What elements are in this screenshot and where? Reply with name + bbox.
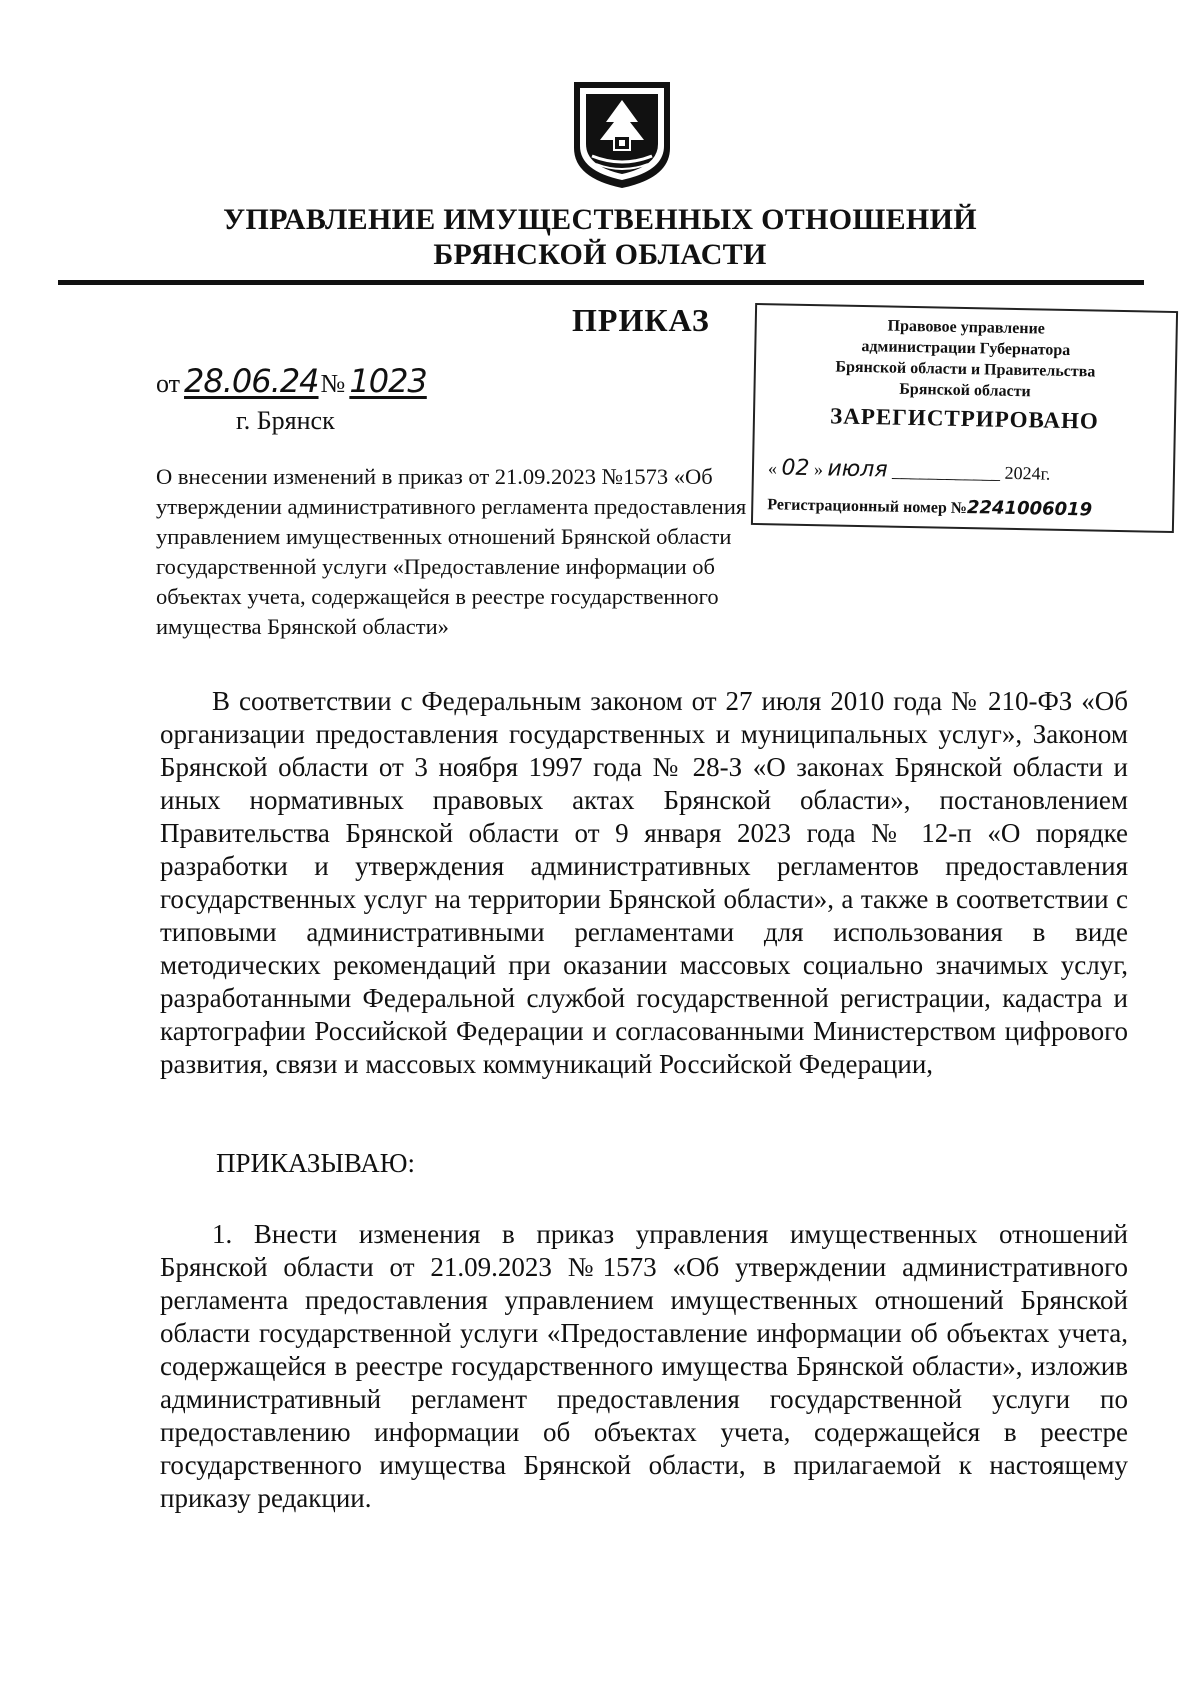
stamp-line1: Правовое управление bbox=[887, 317, 1046, 338]
handwritten-order-number: 1023 bbox=[349, 362, 427, 400]
order-item-1-text: 1. Внести изменения в приказ управления имущественных отношений Брянской области от 21.09.2023 №1573 «Об утверждении административного регламента предоставления управлением имущественных отношений Брянской области государственной услуги «Предоставление информации об объектах учета, содержащейся в реестре государственного имущества Брянской области», изложив административный регламент предоставления государственной услуги по предоставлению информации об объектах учета, содержащейся в реестре государственного имущества Брянской области, в прилагаемой к настоящему приказу редакции. bbox=[160, 1219, 1128, 1513]
preamble-paragraph bbox=[160, 685, 1128, 1081]
order-item-1 bbox=[160, 1218, 1128, 1515]
stamp-reg-label: Регистрационный номер № bbox=[767, 496, 968, 518]
stamp-date-year: 2024г. bbox=[1004, 462, 1051, 484]
orders-word: ПРИКАЗЫВАЮ: bbox=[216, 1148, 415, 1178]
header-divider bbox=[58, 280, 1144, 285]
handwritten-date: 28.06.24 bbox=[184, 362, 319, 400]
stamp-reg-number: 2241006019 bbox=[966, 497, 1093, 521]
stamp-date-month: июля bbox=[827, 456, 888, 483]
stamp-registered: ЗАРЕГИСТРИРОВАНО bbox=[829, 403, 1100, 434]
document-type: ПРИКАЗ bbox=[572, 302, 710, 338]
order-subject: О внесении изменений в приказ от 21.09.2023 №1573 «Об утверждении административного регламента предоставления управлением имущественных отношений Брянской области государственной услуги «Предоставление информации об объектах учета, содержащейся в реестре государственного имущества Брянской области» bbox=[156, 464, 747, 639]
stamp-registration-number bbox=[767, 493, 1167, 522]
city: г. Брянск bbox=[236, 406, 335, 435]
stamp-line4: Брянской области bbox=[899, 380, 1031, 401]
order-date-line bbox=[156, 362, 427, 400]
stamp-date: « 02 » июля ____________ 2024г. bbox=[767, 455, 1051, 484]
registration-stamp bbox=[751, 303, 1178, 533]
stamp-line2: администрации Губернатора bbox=[861, 338, 1071, 360]
date-prefix: от bbox=[156, 369, 181, 398]
stamp-line3: Брянской области и Правительства bbox=[835, 358, 1096, 381]
coat-of-arms-icon bbox=[568, 78, 676, 190]
organization-name-line2: БРЯНСКОЙ ОБЛАСТИ bbox=[433, 238, 767, 271]
organization-name-line1: УПРАВЛЕНИЕ ИМУЩЕСТВЕННЫХ ОТНОШЕНИЙ bbox=[223, 203, 977, 236]
preamble-text: В соответствии с Федеральным законом от 27 июля 2010 года № 210-ФЗ «Об организации предоставления государственных и муниципальных услуг», Законом Брянской области от 3 ноября 1997 года № 28-З «О законах Брянской области и иных нормативных правовых актах Брянской области», постановлением Правительства Брянской области от 9 января 2023 года № 12-п «О порядке разработки и утверждения административных регламентов предоставления государственных услуг на территории Брянской области», а также в соответствии с типовыми административными регламентами для использования в виде методических рекомендаций при оказании массовых социально значимых услуг, разработанными Федеральной службой государственной регистрации, кадастра и картографии Российской Федерации и согласованными Министерством цифрового развития, связи и массовых коммуникаций Российской Федерации, bbox=[160, 686, 1128, 1079]
stamp-date-day: 02 bbox=[781, 455, 810, 482]
number-prefix: № bbox=[320, 369, 346, 398]
